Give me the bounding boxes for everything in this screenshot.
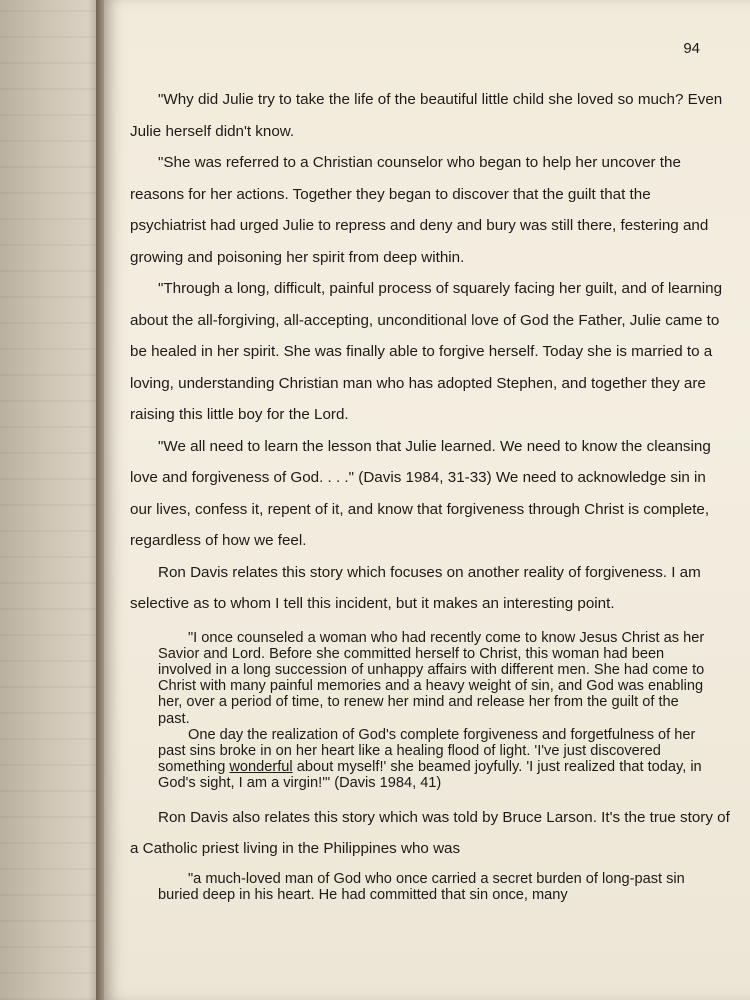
paragraph-2: "She was referred to a Christian counselor who began to help her uncover the reasons for her actions. Together they began to discover that the guilt that the psychiatrist had urged Julie to repress and deny and bury was still there, festering and growing and poisoning her spirit from deep within. bbox=[130, 154, 709, 266]
paragraph-1: "Why did Julie try to take the life of the beautiful little child she loved so much? Even Julie herself didn't know. bbox=[130, 91, 723, 140]
left-page-edge bbox=[0, 0, 110, 1000]
paragraph-6: Ron Davis also relates this story which was told by Bruce Larson. It's the true story of a Catholic priest living in the Philippines who was bbox=[130, 808, 730, 858]
block-quote-2 bbox=[158, 871, 712, 903]
paragraph-3: "Through a long, difficult, painful process of squarely facing her guilt, and of learning about the all-forgiving, all-accepting, unconditional love of God the Father, Julie came to be healed in her spirit. She was finally able to forgive herself. Today she is married to a loving, understanding Christian man who has adopted Stephen, and together they are raising this little boy for the Lord. bbox=[130, 280, 723, 423]
paragraph-4: "We all need to learn the lesson that Julie learned. We need to know the cleansing love and forgiveness of God. . . ." (Davis 1984, 31-33) We need to acknowledge sin in our lives, confess it, repent of it, and know that forgiveness through Christ is complete, regardless of how we feel. bbox=[130, 437, 711, 549]
underlined-word: wonderful bbox=[229, 759, 293, 776]
block-quote-1 bbox=[158, 630, 712, 792]
block-quote-1-para-2 bbox=[158, 727, 712, 792]
block-quote-2-para-1: "a much-loved man of God who once carried a secret burden of long-past sin buried deep in his heart. He had committed that sin once, many bbox=[158, 870, 685, 903]
page-number: 94 bbox=[683, 40, 700, 57]
block-quote-1-para-1: "I once counseled a woman who had recently come to know Jesus Christ as her Savior and Lord. Before she committed herself to Christ, this woman had been involved in a long succession of unhappy affairs with different men. She had come to Christ with many painful memories and a heavy weight of sin, and God was enabling her, over a period of time, to renew her mind and release her from the guilt of the past. bbox=[158, 629, 705, 727]
paragraph-5: Ron Davis relates this story which focuses on another reality of forgiveness. I am selective as to whom I tell this incident, but it makes an interesting point. bbox=[130, 563, 701, 612]
book-page bbox=[104, 0, 750, 1000]
quote-text-after: about myself!' she beamed joyfully. 'I just realized that today, in God's sight, I am a virgin!'" (Davis 1984, 41) bbox=[158, 759, 702, 792]
quote-text-before: One day the realization of God's complete forgiveness and forgetfulness of her past sins broke in on her heart like a healing flood of light. 'I've just discovered something bbox=[158, 726, 696, 776]
page-text bbox=[130, 84, 730, 913]
